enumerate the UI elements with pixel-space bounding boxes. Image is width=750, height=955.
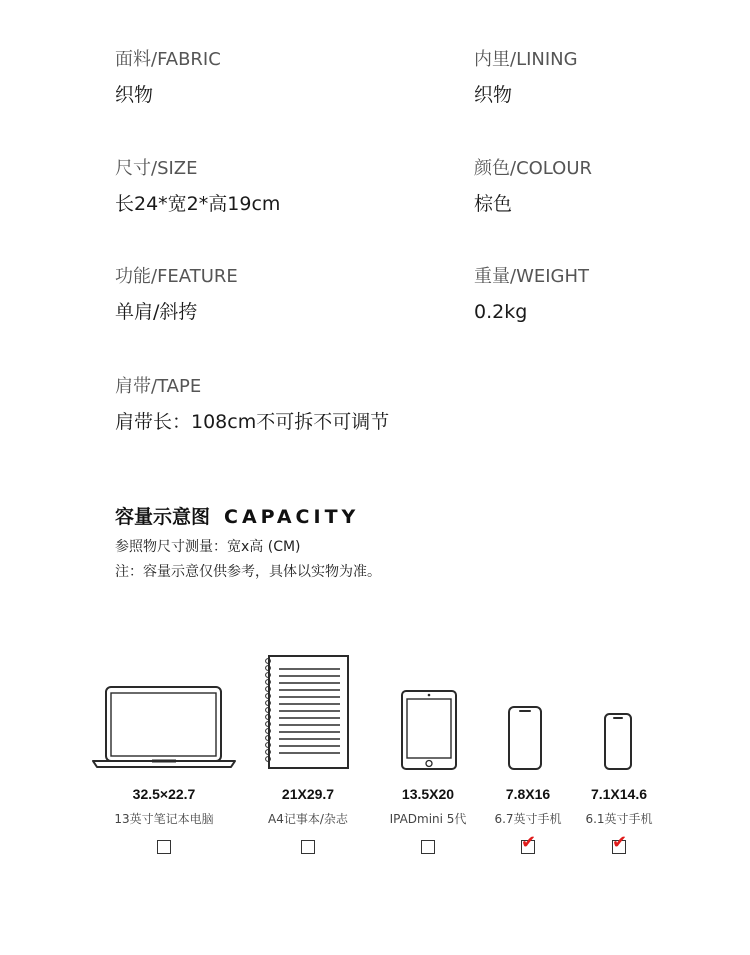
tablet-icon <box>401 690 457 770</box>
capacity-title-en: CAPACITY <box>224 506 360 528</box>
item-name: A4记事本/杂志 <box>268 812 348 826</box>
item-name: 6.1英寸手机 <box>585 812 653 826</box>
spec-value: 0.2kg <box>474 301 528 323</box>
spec-label: 功能/FEATURE <box>115 266 238 287</box>
spec-label: 颜色/COLOUR <box>474 158 593 179</box>
measure-note: 参照物尺寸测量：宽x高 (CM) <box>115 539 301 555</box>
fit-checkbox[interactable] <box>421 840 435 854</box>
item-dimension: 21X29.7 <box>281 786 335 802</box>
capacity-item-laptop <box>89 786 239 854</box>
spec-value: 织物 <box>115 84 154 106</box>
spec-weight <box>474 266 589 324</box>
check-mark-icon: ✔ <box>612 832 628 853</box>
spec-feature <box>115 266 238 324</box>
spec-value: 肩带长：108cm不可拆不可调节 <box>115 411 390 433</box>
spec-value: 棕色 <box>474 193 513 215</box>
spec-label: 面料/FABRIC <box>115 49 221 70</box>
item-dimension: 7.1X14.6 <box>590 786 648 802</box>
item-dimension: 32.5×22.7 <box>132 786 196 802</box>
fit-checkbox[interactable] <box>157 840 171 854</box>
spec-tape <box>115 376 389 434</box>
item-name: 13英寸笔记本电脑 <box>114 812 214 826</box>
spec-fabric <box>115 49 221 107</box>
spec-label: 内里/LINING <box>474 49 578 70</box>
capacity-title <box>115 502 359 529</box>
fit-checkbox[interactable] <box>612 832 628 854</box>
item-dimension: 13.5X20 <box>401 786 455 802</box>
item-dimension: 7.8X16 <box>505 786 551 802</box>
spec-value: 长24*宽2*高19cm <box>115 193 281 215</box>
spec-colour <box>474 158 592 216</box>
spec-value: 单肩/斜挎 <box>115 301 198 323</box>
fit-checkbox[interactable] <box>301 840 315 854</box>
fit-checkbox[interactable] <box>521 832 537 854</box>
laptop-icon <box>92 686 236 770</box>
phone-icon <box>604 713 632 770</box>
spec-size <box>115 158 280 216</box>
check-mark-icon: ✔ <box>521 832 537 853</box>
spec-lining <box>474 49 578 107</box>
disclaimer-note: 注：容量示意仅供参考，具体以实物为准。 <box>115 564 381 580</box>
item-name: IPADmini 5代 <box>389 812 467 826</box>
phone-icon <box>508 706 542 770</box>
spec-label: 肩带/TAPE <box>115 376 202 397</box>
capacity-title-cn: 容量示意图 <box>115 506 211 528</box>
item-name: 6.7英寸手机 <box>494 812 562 826</box>
spec-label: 尺寸/SIZE <box>115 158 198 179</box>
capacity-item-phone-61 <box>544 786 694 854</box>
spec-label: 重量/WEIGHT <box>474 266 590 287</box>
notebook-icon <box>262 655 350 770</box>
spec-value: 织物 <box>474 84 513 106</box>
